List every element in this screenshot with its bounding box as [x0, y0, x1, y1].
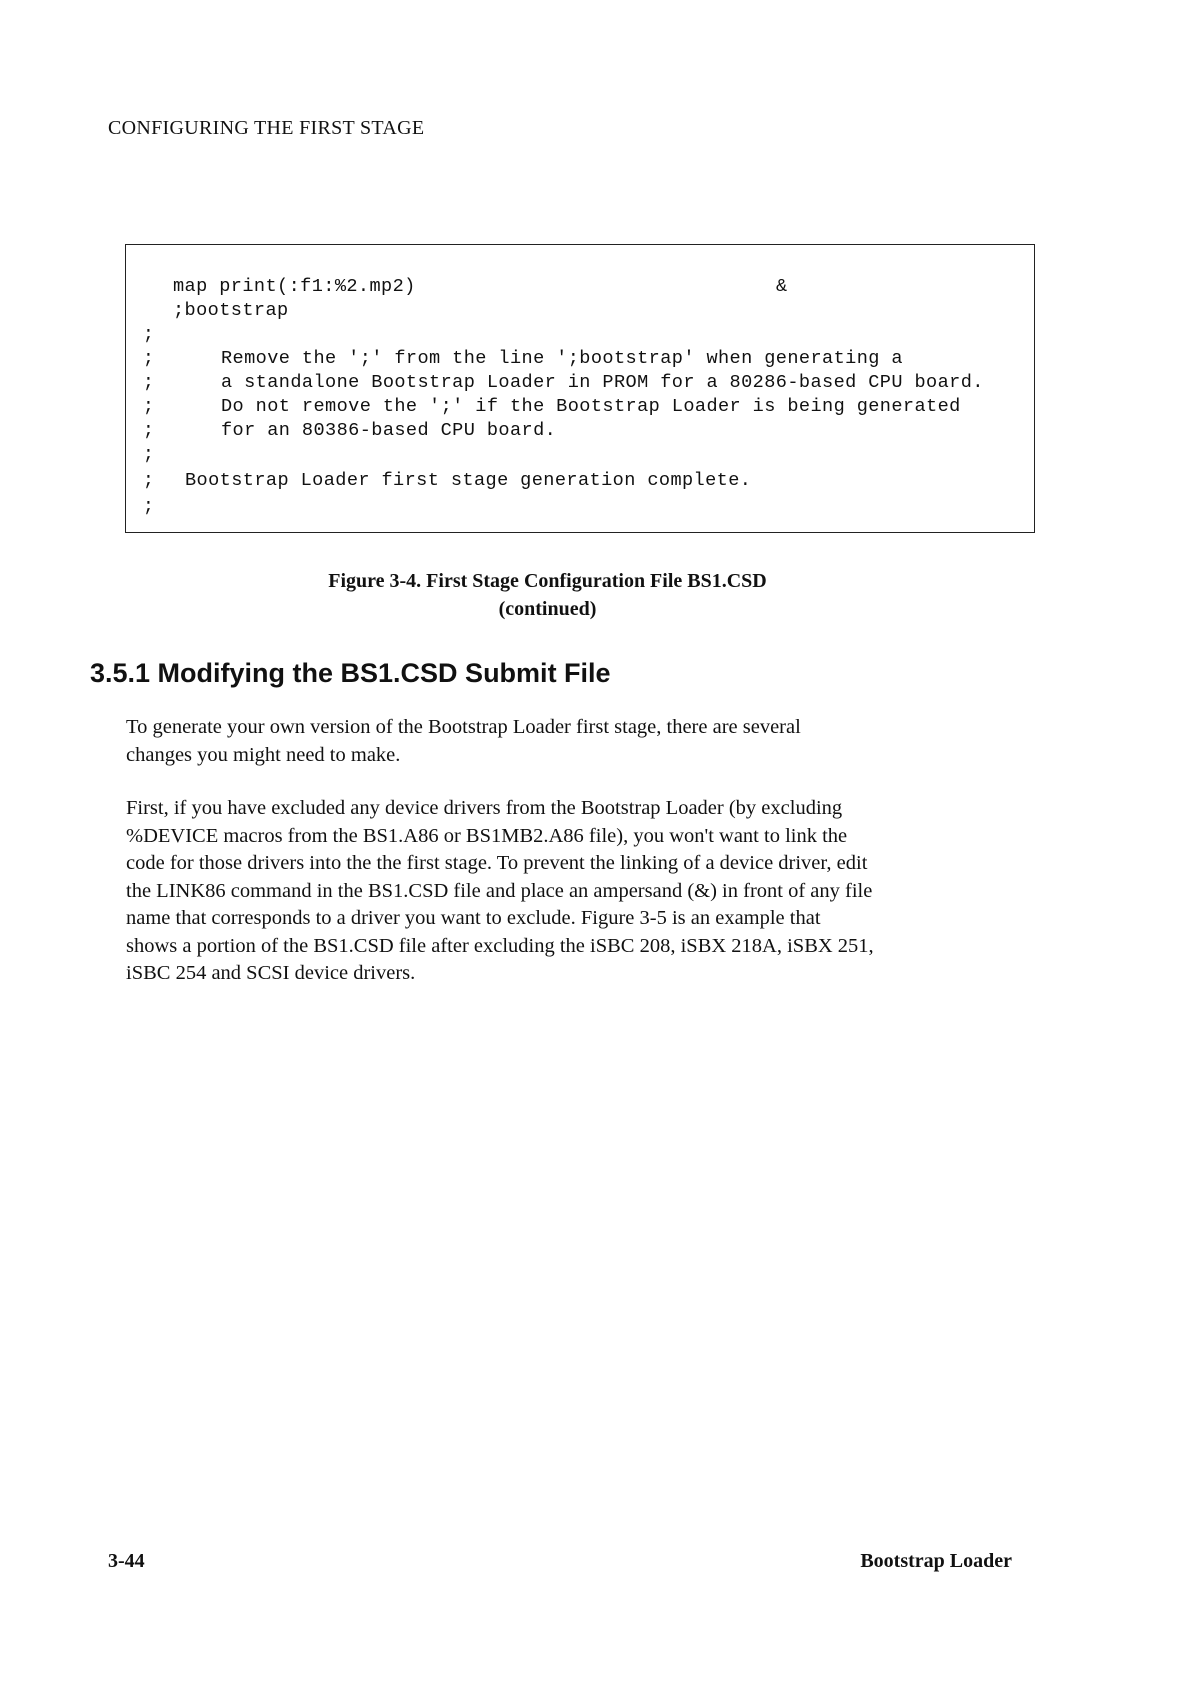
comment-marker: ; [143, 325, 154, 345]
paragraph-intro [126, 714, 801, 769]
comment-marker: ; [143, 471, 154, 491]
section-heading: 3.5.1 Modifying the BS1.CSD Submit File [90, 658, 611, 688]
figure-caption: Figure 3-4. First Stage Configuration File BS1.CSD [328, 570, 767, 592]
paragraph-line: name that corresponds to a driver you want to exclude. Figure 3-5 is an example that [126, 907, 821, 929]
comment-marker: ; [143, 497, 154, 517]
page-number: 3-44 [108, 1550, 145, 1572]
code-listing-box [125, 244, 1035, 533]
paragraph-line: First, if you have excluded any device drivers from the Bootstrap Loader (by excluding [126, 797, 843, 819]
code-comment-line: Do not remove the ';' if the Bootstrap Loader is being generated [221, 396, 961, 417]
figure-caption-continued: (continued) [498, 598, 597, 620]
paragraph-line: changes you might need to make. [126, 743, 401, 766]
paragraph-device-drivers [126, 795, 874, 988]
code-line-bootstrap: ;bootstrap [173, 300, 289, 321]
code-comment-line: a standalone Bootstrap Loader in PROM for a 80286-based CPU board. [221, 372, 984, 393]
comment-marker: ; [143, 349, 154, 369]
code-comment-line: for an 80386-based CPU board. [221, 420, 557, 441]
paragraph-line: code for those drivers into the the first stage. To prevent the linking of a device driver, edit [126, 852, 868, 874]
comment-marker: ; [143, 421, 154, 441]
comment-marker: ; [143, 373, 154, 393]
paragraph-line: shows a portion of the BS1.CSD file after excluding the iSBC 208, iSBX 218A, iSBX 251, [126, 934, 874, 957]
comment-marker: ; [143, 397, 154, 417]
code-comment-line: Bootstrap Loader first stage generation complete. [185, 470, 752, 491]
paragraph-line: the LINK86 command in the BS1.CSD file and place an ampersand (&) in front of any file [126, 879, 873, 902]
comment-marker: ; [143, 445, 154, 465]
code-comment-line: Remove the ';' from the line ';bootstrap' when generating a [221, 348, 903, 369]
paragraph-line: To generate your own version of the Bootstrap Loader first stage, there are several [126, 716, 801, 738]
code-line-map-print: map print(:f1:%2.mp2) [173, 276, 416, 297]
code-continuation-ampersand: & [776, 276, 788, 297]
paragraph-line: iSBC 254 and SCSI device drivers. [126, 962, 416, 984]
footer-book-title: Bootstrap Loader [860, 1550, 1012, 1572]
running-header: CONFIGURING THE FIRST STAGE [108, 117, 425, 139]
paragraph-line: %DEVICE macros from the BS1.A86 or BS1MB2.A86 file), you won't want to link the [126, 824, 848, 847]
